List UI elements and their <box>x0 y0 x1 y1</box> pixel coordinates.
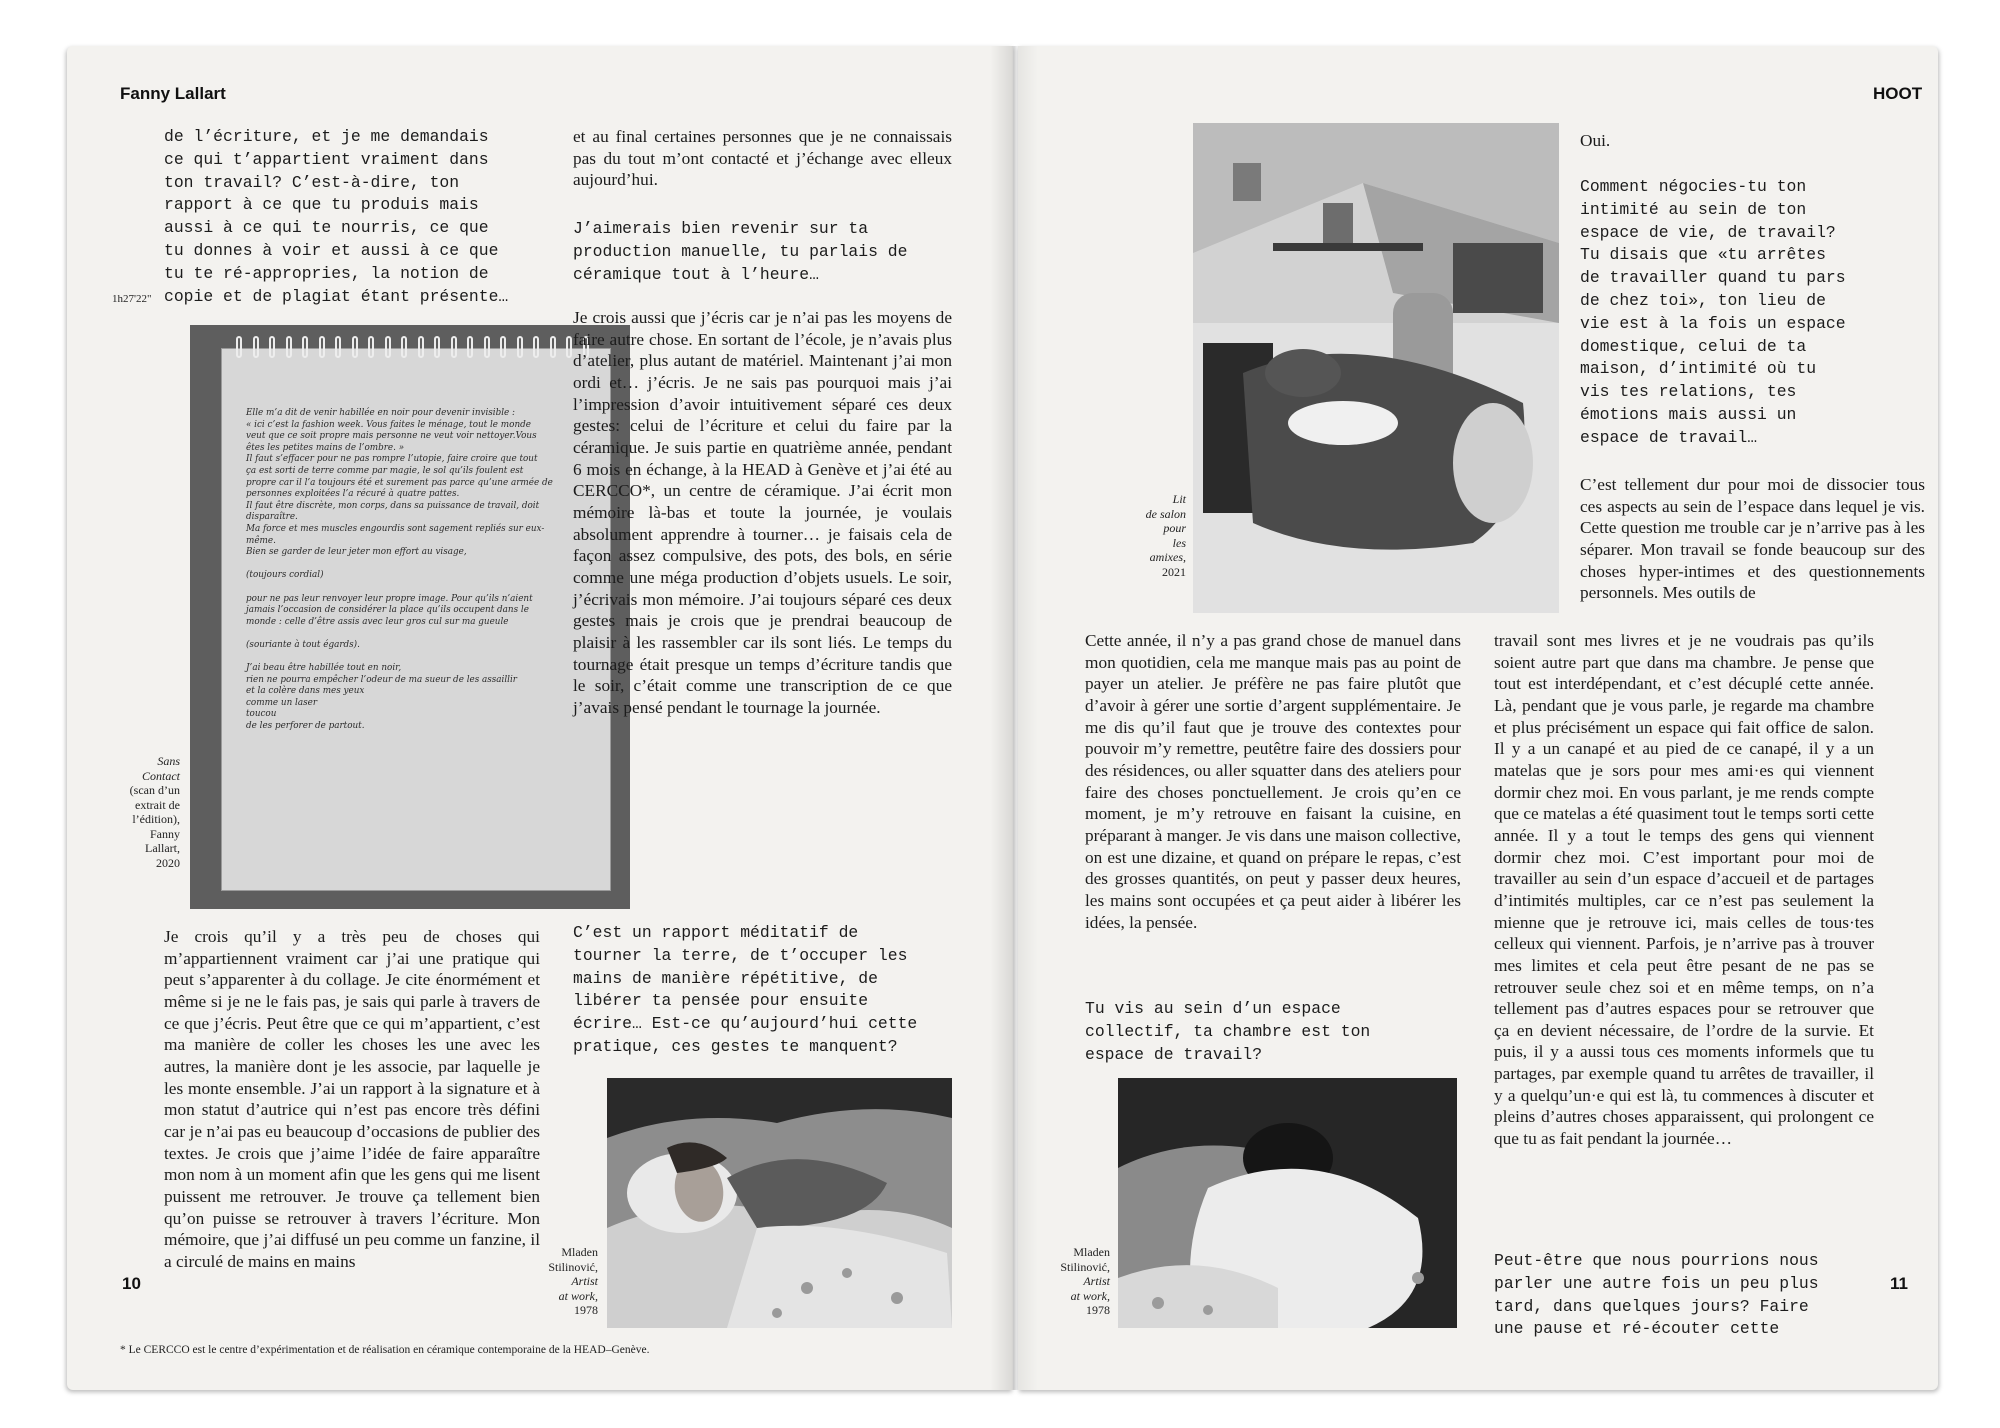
spiral-ring <box>467 336 473 358</box>
question-mono-right-1: Comment négocies-tu ton intimité au sein de ton espace de vie, de travail? Tu disais que «tu arrêtes de travailler quand tu pars de chez toi», ton lieu de vie est à la fois un espace domestique, celui de ta maison, d’intimité où tu vis tes relations, tes émotions mais aussi un espace de travail… <box>1580 177 1846 447</box>
audio-timestamp: 1h27'22" <box>112 293 152 305</box>
spiral-ring <box>550 336 556 358</box>
footnote: * Le CERCCO est le centre d’expérimentation et de réalisation en céramique contemporaine de la HEAD–Genève. <box>120 1344 650 1356</box>
page-number-left: 10 <box>122 1274 141 1293</box>
photo-room-with-mattress <box>1193 123 1559 613</box>
photo-sleeping-artist <box>607 1078 952 1328</box>
caption-line: 2021 <box>1162 564 1186 579</box>
caption-title: Artist <box>571 1274 598 1288</box>
caption-line: Mladen <box>1073 1245 1110 1259</box>
page-number-right: 11 <box>1890 1274 1908 1293</box>
answer-serif-left-1: Je crois qu’il y a très peu de choses qui m’appartiennent vraiment car j’ai une pratique qui peut s’apparenter à du collage. Je cite énormément et même si je ne le fais pas, je sais qui parle à travers de ce que j’écris. Peut être que ce qui m’appartient, c’est ma manière de coller les choses les une avec les autres, la manière dont je les associe, par laquelle je les monte ensemble. J’ai un rapport à la signature et à mon statut d’autrice qui n’est pas encore très défini car je n’ai pas eu beaucoup d’occasions de publier des textes. Je crois que j’aime l’idée de faire apparaître mon nom à un moment afin que les gens qui me lisent puissent me retrouver. Je trouve ça tellement bien qu’on puisse se retrouver à travers l’écriture. Mon mémoire, que j’ai diffusé un peu comme un fanzine, il a circulé de mains en mains <box>164 927 540 1271</box>
photo-artist-at-work-left <box>607 1078 952 1328</box>
photo-caption-right <box>1030 1245 1110 1318</box>
spiral-ring <box>500 336 506 358</box>
caption-line: Lallart, <box>145 841 180 855</box>
spiral-ring <box>236 336 242 358</box>
answer-serif-left-2b: Je crois aussi que j’écris car je n’ai pas les moyens de faire autre chose. En sortant de l’école, je n’avais plus d’atelier, plus autant de matériel. Maintenant j’ai mon ordi et… j’écris. Je ne sais pas pourquoi mais j’ai l’impression d’avoir intuitivement séparé ces deux gestes: celui de l’écriture et celui du faire par la céramique. Je suis partie en quatrième année, pendant 6 mois en échange, à la HEAD à Genève et j’ai été au CERCCO*, un centre de céramique. J’ai écrit mon mémoire là-bas et toute la journée, je voulais absolument apprendre à tourner… je faisais cela de façon assez compulsive, des pots, des bols, en série comme une méga production d’objets usuels. Le soir, j’écrivais mon mémoire. J’ai toujours séparé ces deux gestes mais je crois que je prendrai beaucoup de plaisir à les rassembler car ils sont liés. Le temps du tournage était presque un temps d’écriture tandis que le soir, c’était comme une transcription de ce que j’avais pensé pendant le tournage la journée. <box>573 308 952 717</box>
question-mono-right-2: Tu vis au sein d’un espace collectif, ta chambre est ton espace de travail? <box>1085 999 1371 1064</box>
spine-gutter <box>990 46 1038 1390</box>
caption-title: pour <box>1163 521 1186 535</box>
caption-title: at work, <box>558 1288 598 1303</box>
caption-title-1: Sans <box>157 754 180 768</box>
spiral-ring <box>253 336 259 358</box>
caption-title: de salon <box>1145 506 1186 521</box>
spiral-ring <box>484 336 490 358</box>
caption-line: Mladen <box>561 1245 598 1259</box>
caption-line: extrait de <box>135 797 180 812</box>
caption-line: 1978 <box>1086 1303 1110 1317</box>
caption-title: at work, <box>1070 1288 1110 1303</box>
caption-line: Stilinović, <box>548 1259 598 1274</box>
spiral-ring <box>533 336 539 358</box>
running-head-left: Fanny Lallart <box>120 84 226 103</box>
answer-serif-right-2: travail sont mes livres et je ne voudrais pas qu’ils soient autre part que dans ma chambre. Je pense que tout est interdépendant, et c’est décuplé cette année. Là, pendant que je vous parle, je regarde ma chambre et plus précisément un espace qui fait office de salon. Il y a un canapé et au pied de ce canapé, il y a un matelas que je sors pour mes ami·es qui viennent dormir chez moi. En vous parlant, je me rends compte que ce matelas a été quasiment tout le temps sorti cette année. Il y a tout le temps des gens qui viennent dormir chez moi. C’est important pour moi de travailler au sein d’un espace d’accueil et de partages d’intimités multiples, car ce n’est pas seulement la mienne que je retrouve ici, mais celles de tous·tes celleux qui viennent. Parfois, je n’arrive pas à trouver mes limites et cela peut être pesant de ne pas se retrouver seule chez soi et en même temps, on n’a tellement pas d’autres espaces pour se retrouver que ça en devient nécessaire, de l’ordre de la survie. Et puis, il y a aussi tous ces moments informels que tu partages, par exemple quand tu arrêtes de travailler, il y a quelqu’un·e qui est là, tu commences à discuter et pleins d’autres choses apparaissent, qui prolongent ce que tu as fait pendant la journée… <box>1494 631 1874 1149</box>
question-mono-left-2: J’aimerais bien revenir sur ta production manuelle, tu parlais de céramique tout à l’heure… <box>573 219 908 284</box>
photo-living-room-bed <box>1193 123 1559 613</box>
spiral-ring <box>434 336 440 358</box>
caption-line: (scan d’un <box>129 783 180 797</box>
spiral-ring <box>566 336 572 358</box>
answer-serif-right-1: Cette année, il n’y a pas grand chose de manuel dans mon quotidien, cela me manque mais pas au point de payer un atelier. Je préfère ne pas faire plutôt que d’avoir à gérer une sortie d’argent supplémentaire. Je me dis qu’il faut que je trouve des contextes pour pouvoir m’y remettre, peutêtre faire des dossiers pour des résidences, ou aller squatter dans des ateliers pour faire des choses ponctuellement. Je crois qu’en ce moment, je m’y retrouve en faisant la cuisine, en préparant à manger. Je vis dans une maison collective, on est une dizaine, et quand on prépare le repas, c’est des grosses quantités, on peut y passer deux heures, les mains sont occupées et ça peut aider à libérer les idées, la pensée. <box>1085 631 1461 932</box>
spiral-ring <box>401 336 407 358</box>
question-mono-right-3: Peut-être que nous pourrions nous parler une autre fois un peu plus tard, dans quelques jours? Faire une pause et ré-écouter cette <box>1494 1251 1819 1339</box>
notebook-handwritten-text: Elle m’a dit de venir habillée en noir pour devenir invisible : « ici c’est la fashion week. Vous faites le ménage, tout le monde veut que ce soit propre mais personne ne veut voir nettoyer.Vous êtes les petites mains de l’ombre. » Il faut s’effacer pour ne pas rompre l’utopie, faire croire que tout ça est sorti de terre comme par magie, le sol qu’ils foulent est propre car il l’a toujours été et surement pas parce qu’une armée de personnes exploitées l’a récuré à quatre pattes. Il faut être discrète, mon corps, dans sa puissance de travail, doit disparaître. Ma force et mes muscles engourdis sont sagement repliés sur eux- même. Bien se garder de leur jeter mon effort au visage, (toujours cordial) pour ne pas leur renvoyer leur propre image. Pour qu’ils n’aient jamais l’occasion de considérer la place qu’ils occupent dans le monde : celle d’être assis avec leur gros cul sur ma gueule (souriante à tout égards). J’ai beau être habillée tout en noir, rien ne pourra empêcher l’odeur de ma sueur de les assaillir et la colère dans mes yeux comme un laser toucou de les perforer de partout. <box>246 408 553 732</box>
spiral-ring <box>335 336 341 358</box>
caption-line: Stilinović, <box>1060 1259 1110 1274</box>
spiral-ring <box>319 336 325 358</box>
photo-caption-left <box>520 1245 598 1318</box>
caption-title: amixes, <box>1149 550 1186 564</box>
caption-title: les <box>1172 535 1186 550</box>
caption-line: 1978 <box>574 1303 598 1317</box>
photo-sleeping-figure <box>1118 1078 1457 1328</box>
spiral-ring <box>385 336 391 358</box>
answer-oui: Oui. <box>1580 131 1611 150</box>
spiral-ring <box>302 336 308 358</box>
answer-serif-right-top: C’est tellement dur pour moi de dissocier tous ces aspects au sein de l’espace dans lequel je vis. Cette question me trouble car je n’arrive pas à les séparer. Mon travail se fonde beaucoup sur des choses hyper-intimes et des questionnements personnels. Mes outils de <box>1580 475 1925 603</box>
answer-serif-left-2a: et au final certaines personnes que je ne connaissais pas du tout m’ont contacté et j’échange avec elleux aujourd’hui. <box>573 127 952 190</box>
caption-title: Lit <box>1172 492 1186 506</box>
question-mono-left-1: de l’écriture, et je me demandais ce qui t’appartient vraiment dans ton travail? C’est-à-dire, ton rapport à ce que tu produis mais aussi à ce qui te nourris, ce que tu donnes à voir et aussi à ce que tu te ré-appropries, la notion de copie et de plagiat étant présente… <box>164 127 509 306</box>
spiral-ring <box>269 336 275 358</box>
spiral-ring <box>352 336 358 358</box>
spiral-ring <box>451 336 457 358</box>
spiral-ring <box>286 336 292 358</box>
caption-title: Artist <box>1083 1274 1110 1288</box>
spiral-ring <box>368 336 374 358</box>
room-photo-caption <box>1110 492 1186 579</box>
caption-line: Fanny <box>150 826 180 841</box>
caption-title-2: Contact <box>142 768 180 783</box>
caption-line: l’édition), <box>132 812 180 826</box>
spiral-ring <box>418 336 424 358</box>
spiral-ring <box>517 336 523 358</box>
notebook-caption <box>90 754 180 870</box>
photo-artist-at-work-right <box>1118 1078 1457 1328</box>
running-head-right: HOOT <box>1873 84 1923 103</box>
caption-line: 2020 <box>156 855 180 870</box>
question-mono-left-3: C’est un rapport méditatif de tourner la terre, de t’occuper les mains de manière répétitive, de libérer ta pensée pour ensuite écrire… Est-ce qu’aujourd’hui cette pratique, ces gestes te manquent? <box>573 923 918 1056</box>
